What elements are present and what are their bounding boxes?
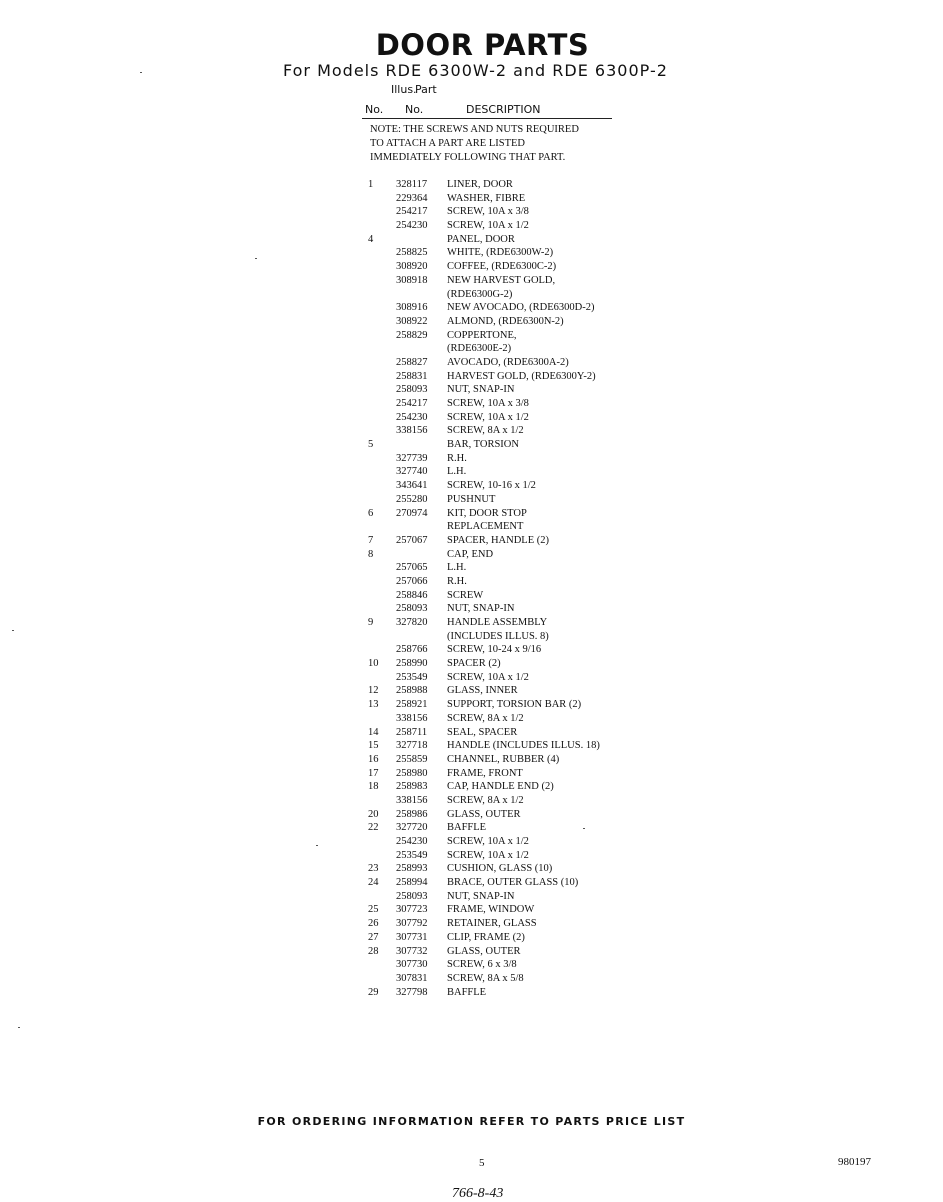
- part-number: 258093: [396, 890, 428, 902]
- header-illus: Illus.: [391, 83, 417, 96]
- part-number: 254230: [396, 836, 428, 847]
- part-description: SCREW, 10A x 1/2: [447, 411, 529, 423]
- part-number: 270974: [396, 507, 428, 519]
- part-number: 328117: [396, 179, 428, 190]
- part-number: 327820: [396, 617, 428, 628]
- part-description: CUSHION, GLASS (10): [447, 863, 553, 875]
- page-subtitle: For Models RDE 6300W-2 and RDE 6300P-2: [283, 61, 668, 80]
- illus-number: 1: [368, 179, 374, 190]
- part-description: REPLACEMENT: [447, 521, 524, 533]
- note-line: TO ATTACH A PART ARE LISTED: [370, 138, 525, 149]
- part-number: 255280: [396, 493, 428, 505]
- part-number: 258988: [396, 685, 428, 697]
- illus-number: 23: [368, 863, 379, 875]
- part-description: SCREW, 10-24 x 9/16: [447, 644, 542, 656]
- part-description: SUPPORT, TORSION BAR (2): [447, 699, 582, 711]
- part-description: FRAME, WINDOW: [447, 904, 535, 916]
- part-description: SCREW, 10A x 3/8: [447, 398, 529, 409]
- illus-number: 10: [368, 658, 379, 670]
- illus-number: 22: [368, 822, 379, 834]
- illus-number: 8: [368, 548, 374, 560]
- part-description: NEW AVOCADO, (RDE6300D-2): [447, 302, 595, 314]
- part-number: 253549: [396, 671, 428, 683]
- scan-speck: [583, 828, 585, 829]
- illus-number: 29: [368, 986, 379, 998]
- part-number: 258983: [396, 781, 428, 793]
- part-number: 308916: [396, 302, 428, 314]
- part-number: 254217: [396, 398, 428, 409]
- part-number: 307723: [396, 904, 428, 916]
- scan-speck: [12, 630, 14, 631]
- note-block: [370, 123, 620, 165]
- part-description: (RDE6300E-2): [447, 343, 512, 355]
- part-number: 253549: [396, 849, 428, 861]
- part-number: 254230: [396, 411, 428, 423]
- ordering-footer: FOR ORDERING INFORMATION REFER TO PARTS PRICE LIST: [257, 1115, 686, 1128]
- illus-number: 25: [368, 904, 379, 916]
- illus-number: 5: [368, 439, 374, 451]
- part-description: SCREW, 10A x 3/8: [447, 206, 529, 218]
- part-number: 258921: [396, 699, 428, 711]
- part-description: NUT, SNAP-IN: [447, 384, 515, 396]
- part-description: NEW HARVEST GOLD,: [447, 274, 556, 286]
- illus-number: 18: [368, 781, 379, 793]
- part-description: GLASS, OUTER: [447, 945, 521, 957]
- part-description: LINER, DOOR: [447, 179, 513, 190]
- part-number: 258986: [396, 808, 428, 820]
- part-description: SCREW, 10-16 x 1/2: [447, 480, 536, 492]
- header-part-no: No.: [405, 103, 424, 116]
- part-number: 327798: [396, 986, 428, 998]
- illus-number: 24: [368, 877, 379, 889]
- header-description: DESCRIPTION: [466, 103, 541, 116]
- part-description: L.H.: [447, 562, 467, 574]
- part-number: 257067: [396, 534, 428, 546]
- part-description: KIT, DOOR STOP: [447, 507, 527, 519]
- illus-number: 7: [368, 534, 374, 546]
- illus-number: 6: [368, 507, 374, 519]
- part-number: 258990: [396, 658, 428, 670]
- part-description: SCREW, 8A x 1/2: [447, 425, 524, 437]
- part-description: ALMOND, (RDE6300N-2): [447, 315, 564, 327]
- handwritten-note: 766-8-43: [452, 1186, 504, 1201]
- part-description: SCREW, 10A x 1/2: [447, 836, 529, 847]
- part-description: SCREW, 10A x 1/2: [447, 671, 529, 683]
- part-number: 258829: [396, 329, 428, 341]
- part-description: (RDE6300G-2): [447, 288, 513, 300]
- part-description: GLASS, INNER: [447, 685, 518, 697]
- part-number: 258980: [396, 767, 428, 779]
- illus-number: 12: [368, 685, 379, 697]
- part-description: PANEL, DOOR: [447, 233, 515, 245]
- illus-number: 27: [368, 931, 379, 943]
- part-description: CAP, HANDLE END (2): [447, 781, 554, 793]
- part-description: (INCLUDES ILLUS. 8): [447, 630, 549, 642]
- part-number: 258846: [396, 589, 428, 601]
- part-number: 254230: [396, 220, 428, 232]
- illus-number: 15: [368, 740, 379, 752]
- part-number: 327718: [396, 740, 428, 752]
- part-description: AVOCADO, (RDE6300A-2): [447, 356, 569, 368]
- illus-number: 14: [368, 726, 379, 738]
- part-number: 327720: [396, 822, 428, 834]
- illus-number: 16: [368, 753, 379, 765]
- part-description: HARVEST GOLD, (RDE6300Y-2): [447, 370, 596, 382]
- part-number: 307730: [396, 959, 428, 971]
- illus-number: 9: [368, 617, 374, 628]
- part-number: 258766: [396, 644, 428, 656]
- part-number: 338156: [396, 794, 428, 806]
- illus-number: 28: [368, 945, 379, 957]
- part-description: L.H.: [447, 466, 467, 478]
- part-description: SCREW, 8A x 5/8: [447, 972, 524, 984]
- part-number: 257066: [396, 575, 428, 587]
- part-number: 258993: [396, 863, 428, 875]
- part-description: SCREW, 6 x 3/8: [447, 959, 517, 971]
- scan-speck: [18, 1027, 20, 1028]
- part-description: CAP, END: [447, 548, 494, 560]
- part-description: PUSHNUT: [447, 493, 496, 505]
- part-description: SEAL, SPACER: [447, 726, 518, 738]
- document-number: 980197: [838, 1156, 871, 1168]
- part-number: 338156: [396, 712, 428, 724]
- part-description: WASHER, FIBRE: [447, 192, 526, 204]
- part-number: 258994: [396, 877, 428, 889]
- part-description: R.H.: [447, 452, 467, 464]
- header-part: Part: [415, 83, 437, 96]
- part-description: FRAME, FRONT: [447, 767, 523, 779]
- part-description: SCREW, 10A x 1/2: [447, 220, 529, 232]
- note-line: IMMEDIATELY FOLLOWING THAT PART.: [370, 152, 566, 163]
- part-number: 254217: [396, 206, 428, 218]
- part-number: 258827: [396, 356, 428, 368]
- header-illus-no: No.: [365, 103, 384, 116]
- part-number: 258831: [396, 370, 428, 382]
- part-number: 327739: [396, 452, 428, 464]
- part-number: 343641: [396, 480, 428, 492]
- part-description: BRACE, OUTER GLASS (10): [447, 877, 579, 889]
- illus-number: 13: [368, 699, 379, 711]
- part-description: SPACER, HANDLE (2): [447, 534, 549, 546]
- part-description: SCREW: [447, 589, 484, 601]
- part-description: RETAINER, GLASS: [447, 918, 537, 930]
- part-number: 307732: [396, 945, 428, 957]
- page-title: DOOR PARTS: [375, 28, 590, 62]
- part-number: 257065: [396, 562, 428, 574]
- part-description: GLASS, OUTER: [447, 808, 521, 820]
- part-number: 258825: [396, 247, 428, 259]
- scan-speck: [140, 72, 142, 73]
- part-description: HANDLE ASSEMBLY: [447, 617, 548, 628]
- part-description: NUT, SNAP-IN: [447, 890, 515, 902]
- part-description: BAFFLE: [447, 822, 487, 834]
- illus-number: 20: [368, 808, 379, 820]
- part-description: SPACER (2): [447, 658, 501, 670]
- part-description: WHITE, (RDE6300W-2): [447, 247, 554, 259]
- part-number: 308922: [396, 315, 428, 327]
- part-description: SCREW, 8A x 1/2: [447, 712, 524, 724]
- scan-speck: [316, 845, 318, 846]
- part-number: 308920: [396, 261, 428, 273]
- illus-number: 4: [368, 233, 374, 245]
- note-line: NOTE: THE SCREWS AND NUTS REQUIRED: [370, 124, 579, 135]
- part-description: NUT, SNAP-IN: [447, 603, 515, 615]
- part-description: R.H.: [447, 575, 467, 587]
- part-description: HANDLE (INCLUDES ILLUS. 18): [447, 740, 600, 752]
- part-description: COPPERTONE,: [447, 329, 517, 341]
- part-description: BAFFLE: [447, 986, 487, 998]
- scan-speck: [255, 258, 257, 259]
- part-number: 307792: [396, 918, 428, 930]
- part-description: SCREW, 8A x 1/2: [447, 794, 524, 806]
- illus-number: 17: [368, 767, 379, 779]
- header-divider: [362, 118, 612, 119]
- part-description: SCREW, 10A x 1/2: [447, 849, 529, 861]
- part-number: 338156: [396, 425, 428, 437]
- part-description: COFFEE, (RDE6300C-2): [447, 261, 557, 273]
- part-number: 229364: [396, 192, 428, 204]
- page-number: 5: [479, 1157, 485, 1169]
- part-description: CHANNEL, RUBBER (4): [447, 753, 560, 765]
- part-number: 308918: [396, 274, 428, 286]
- part-number: 307731: [396, 931, 428, 943]
- part-number: 258093: [396, 384, 428, 396]
- part-number: 258711: [396, 726, 428, 738]
- part-number: 327740: [396, 466, 428, 478]
- illus-number: 26: [368, 918, 379, 930]
- part-number: 258093: [396, 603, 428, 615]
- part-description: BAR, TORSION: [447, 439, 519, 451]
- part-number: 255859: [396, 753, 428, 765]
- part-description: CLIP, FRAME (2): [447, 931, 525, 943]
- part-number: 307831: [396, 972, 428, 984]
